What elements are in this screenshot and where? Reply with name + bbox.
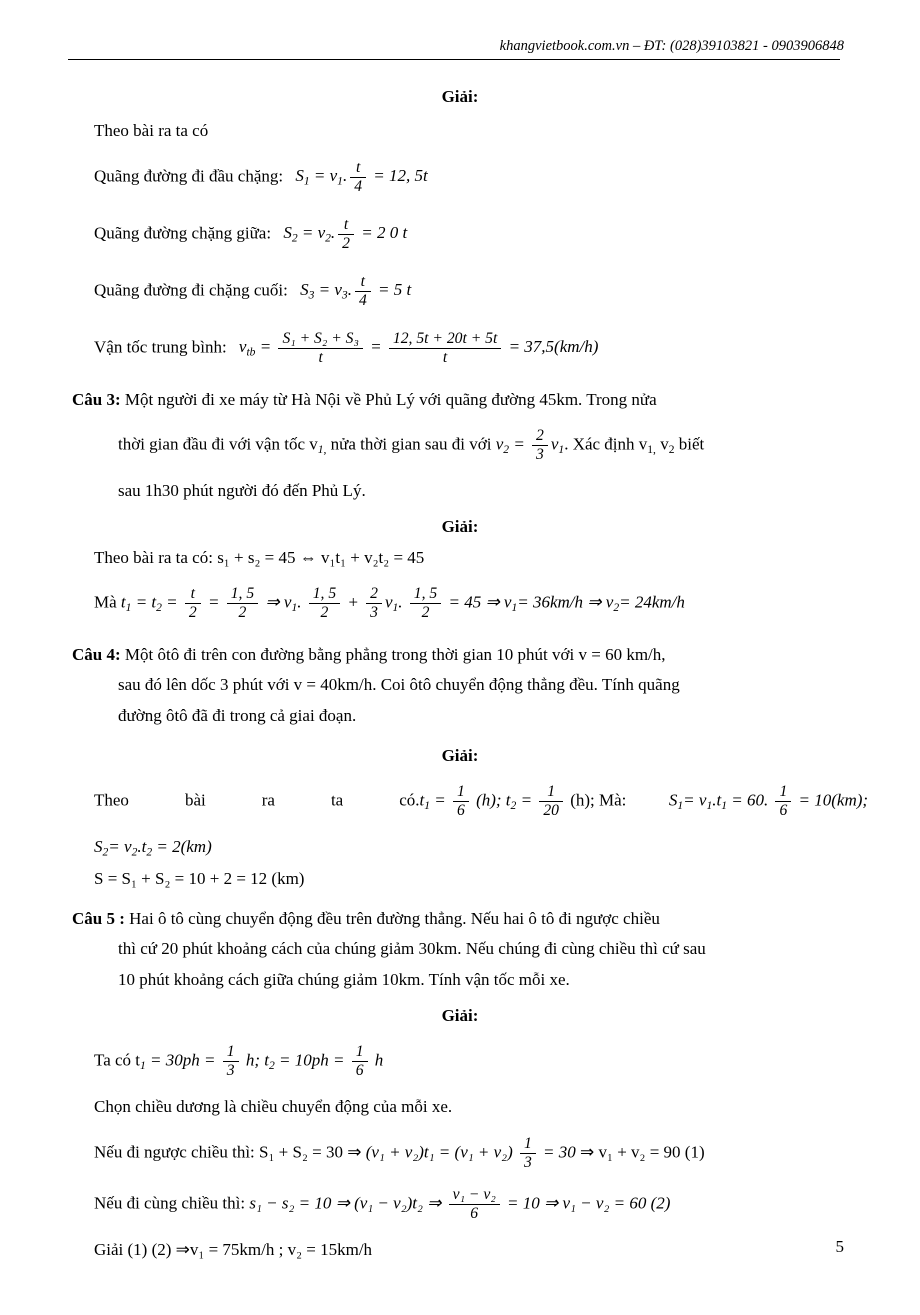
cau3-sol2-v1-sub: 1 [291, 600, 298, 614]
cau4-num2: 1 [539, 783, 563, 802]
cau5-sol4 [72, 1186, 848, 1223]
vtb-num-2: 12, 5t + 20t + 5t [389, 330, 501, 349]
cau3-sol2-frac2 [227, 585, 258, 622]
cau3-sol2-frac1 [185, 585, 201, 622]
cau5-sol4-a: Nếu đi cùng chiều thì: [94, 1192, 246, 1212]
cau3-sol2-t1-sub: 1 [125, 600, 132, 614]
s3-frac-den: 4 [358, 291, 367, 309]
cau5-num2: 1 [352, 1043, 368, 1062]
cau3-sol2-num2: 1, 5 [227, 585, 258, 604]
s2-fraction [338, 216, 354, 253]
cau3-solution-heading: Giải: [441, 517, 479, 537]
cau3-line2-b: nửa thời gian sau đi với [330, 434, 492, 454]
s1-symbol: S [295, 166, 304, 186]
cau3-sol2-num4: 2 [366, 585, 382, 604]
cau3-sol2-frac3 [309, 585, 340, 622]
cau4-word-co: có. [399, 790, 420, 810]
cau3-frac-den: 3 [536, 445, 544, 463]
cau5-sol1-e: h [374, 1050, 384, 1070]
cau4-frac3 [775, 783, 791, 820]
header-text: khangvietbook.com.vn – ĐT: (028)39103821 - 0903906848 [499, 38, 844, 54]
vtb-num-1: S₁ + S₂ + S₃ [278, 330, 362, 349]
cau4-den3: 6 [779, 802, 788, 820]
cau4-num1: 1 [453, 783, 469, 802]
cau5-t1-sub: 1 [140, 1059, 146, 1073]
solution-heading: Giải: [441, 87, 479, 106]
cau4-frac1 [453, 783, 469, 820]
cau3-sol2-eq1: = t [135, 592, 157, 612]
cau4-den1: 6 [457, 802, 465, 820]
s2-frac-num: t [338, 216, 354, 235]
s2-label: Quãng đường chặng giữa: [94, 223, 272, 243]
vtb-den-1: t [318, 348, 323, 366]
cau5-sol5: Giải (1) (2) ⇒v₁ = 75km/h ; v₂ = 15km/h [94, 1239, 373, 1259]
cau4-frac2 [539, 783, 563, 820]
cau3-sol2-num3: 1, 5 [309, 585, 340, 604]
cau4-line1: Một ôtô đi trên con đường bằng phẳng trong thời gian 10 phút với v = 60 km/h, [124, 644, 666, 664]
cau3-line2-c: . Xác định v [564, 434, 648, 454]
cau4-S1-sub: 1 [677, 799, 684, 813]
cau4-word-ta: ta [330, 790, 344, 810]
cau3-sol2-dot: . [297, 592, 302, 612]
cau5-sol3-d: = 30 [543, 1142, 576, 1162]
cau5-line3: 10 phút khoảng cách giữa chúng giảm 10km. Tính vận tốc mỗi xe. [118, 969, 570, 989]
cau3-sol1: Theo bài ra ta có: s₁ + s₂ = 45 ⇔ v₁t₁ + v₂t₂ = 45 [94, 547, 425, 567]
equation-s1 [72, 159, 848, 196]
cau3-sol2-num1: t [185, 585, 201, 604]
s1-frac-num: t [350, 159, 366, 178]
cau4-t1: t [419, 790, 425, 810]
page-number: 5 [835, 1237, 844, 1256]
cau4-eq1: = [434, 790, 446, 810]
vtb-result: = 37,5(km/h) [508, 336, 599, 356]
s1-v-sub: 1 [337, 174, 343, 188]
cau5-sol4-b: s₁ − s₂ = 10 ⇒ (v₁ − v₂)t₂ ⇒ [249, 1192, 442, 1212]
s3-sub: 3 [308, 288, 315, 302]
cau5-num1: 1 [223, 1043, 239, 1062]
equation-vtb [72, 330, 848, 367]
cau4-S2-val: = 2(km) [156, 837, 212, 857]
cau3-v1-sub: 1, [317, 442, 327, 456]
cau4-S1-v-sub: 1 [706, 799, 713, 813]
cau3-v2: v [495, 434, 504, 454]
cau3-line2-a: thời gian đầu đi với vận tốc v [118, 434, 318, 454]
cau3-line2-d: biết [674, 434, 705, 454]
cau3-sol2-dot2: . [398, 592, 403, 612]
cau3-sol2-frac4 [366, 585, 382, 622]
cau4-S2-v-sub: 2 [131, 845, 138, 859]
cau4-S1-t: .t [712, 790, 722, 810]
cau4-num3: 1 [775, 783, 791, 802]
s2-result: = 2 0 t [361, 223, 408, 243]
cau3-sol2-den2: 2 [238, 603, 247, 621]
page-header [72, 0, 848, 60]
cau5-num3: 1 [520, 1135, 536, 1154]
cau3-sol2-den1: 2 [188, 603, 197, 621]
cau3-fraction [532, 427, 548, 464]
equation-s2: Quãng đường chặng giữa: $S_2 = v_2$. $\frac{t}{2}$ = 2 0 t [94, 215, 408, 252]
s1-result: = 12, 5t [373, 166, 428, 186]
cau3-c-sub1: 1, [647, 442, 656, 456]
cau5-line1: Hai ô tô cùng chuyển động đều trên đường thẳng. Nếu hai ô tô đi ngược chiều [129, 908, 660, 928]
s1-dot: . [342, 166, 348, 186]
s3-label: Quãng đường đi chặng cuối: [94, 280, 288, 300]
vtb-fraction-1 [278, 330, 362, 367]
cau5-den2: 6 [355, 1062, 364, 1080]
vtb-symbol: v [238, 336, 247, 356]
cau3-sol2-v1b-sub: 1 [392, 600, 399, 614]
cau5-line2: thì cứ 20 phút khoảng cách của chúng giảm 30km. Nếu chúng đi cùng chiều thì cứ sau [118, 939, 706, 959]
cau3-block [72, 387, 848, 413]
cau4-S1-val: = 60. [731, 790, 769, 810]
vtb-sub: tb [246, 345, 256, 359]
cau3-c-v2: v [655, 434, 669, 454]
cau5-sol1-b: = 30ph = [150, 1050, 216, 1070]
cau3-sol2-eq3: = [207, 592, 220, 612]
vtb-eq2: = [370, 336, 382, 356]
cau5-den4: 6 [470, 1204, 479, 1222]
s1-label: Quãng đường đi đầu chặng: [94, 166, 284, 186]
cau3-sol2-ma: Mà [94, 592, 117, 612]
cau5-frac3 [520, 1135, 536, 1172]
s3-result: = 5 t [378, 280, 412, 300]
cau5-block [72, 906, 848, 932]
vtb-den-2: t [442, 348, 448, 366]
s3-frac-num: t [355, 273, 371, 292]
cau3-sol2-res2-sub: 2 [613, 600, 620, 614]
cau3-frac-num: 2 [532, 427, 548, 446]
s1-fraction [350, 159, 366, 196]
cau3-sol2-res2: = 36km/h ⇒ v [517, 592, 614, 612]
cau4-word-ra: ra [261, 790, 275, 810]
s3-v-sub: 3 [341, 288, 348, 302]
document-content [72, 60, 869, 1263]
cau3-label: Câu 3: [72, 389, 121, 409]
cau5-frac4 [449, 1186, 500, 1223]
s2-frac-den: 2 [342, 234, 350, 252]
s2-v-sub: 2 [325, 231, 331, 245]
cau3-sol2-res1-sub: 1 [511, 600, 518, 614]
cau3-line2-eq: = [513, 434, 525, 454]
cau3-c-sub2: 2 [668, 442, 675, 456]
cau5-sol1-c: h; t [245, 1050, 269, 1070]
cau4-h1: (h); t [476, 790, 511, 810]
cau5-num4: v₁ − v₂ [449, 1186, 500, 1205]
cau4-km1: = 10(km); [798, 790, 869, 810]
cau4-S2-t-sub: 2 [146, 845, 153, 859]
cau4-t1-sub: 1 [424, 799, 431, 813]
s2-eq: = v [301, 223, 326, 243]
cau3-sol2-frac5 [410, 585, 441, 622]
cau5-solution-heading: Giải: [441, 1005, 479, 1025]
cau4-label: Câu 4: [72, 644, 121, 664]
s1-eq: = v [313, 166, 338, 186]
cau3-line2 [72, 427, 848, 464]
cau3-sol2 [72, 585, 848, 622]
theo-bai-ra-text: Theo bài ra ta có [94, 121, 209, 141]
s3-eq: = v [318, 280, 342, 300]
cau3-sol2-res1: = 45 ⇒ v [448, 592, 512, 612]
s3-symbol: S [300, 280, 309, 300]
cau3-sol2-den3: 2 [320, 603, 329, 621]
cau3-sol2-imp1: ⇒ v [265, 592, 292, 612]
cau5-sol1-d: = 10ph = [278, 1050, 345, 1070]
vtb-label: Vận tốc trung bình: [94, 336, 227, 356]
cau4-S2-t: .t [137, 837, 147, 857]
cau3-sol2-den5: 2 [421, 603, 430, 621]
cau4-S2-eq: = v [108, 837, 132, 857]
cau4-sol-line1 [72, 783, 869, 820]
s1-sub: 1 [303, 174, 310, 188]
cau3-sol2-plus: + [347, 592, 359, 612]
cau3-sol2-eq2: = [166, 592, 178, 612]
vtb-eq1: = [259, 336, 272, 356]
cau4-line2: sau đó lên dốc 3 phút với v = 40km/h. Coi ôtô chuyển động thẳng đều. Tính quãng [118, 675, 680, 695]
cau4-word-theo: Theo [94, 790, 129, 810]
s1-frac-den: 4 [354, 177, 363, 195]
cau5-frac2 [352, 1043, 368, 1080]
cau5-sol1-a: Ta có t [94, 1050, 141, 1070]
cau4-word-bai: bài [184, 790, 206, 810]
cau5-sol2: Chọn chiều dương là chiều chuyển động của mỗi xe. [94, 1097, 453, 1117]
cau4-den2: 20 [543, 802, 559, 820]
cau4-S1-t-sub: 1 [721, 799, 727, 813]
cau4-t2-sub: 2 [510, 799, 517, 813]
cau5-den1: 3 [226, 1062, 235, 1080]
cau3-sol2-v1b: v [384, 592, 393, 612]
equation-s3: Quãng đường đi chặng cuối: $S_3 = v_3$. $\frac{t}{4}$ = 5 t [94, 272, 412, 309]
cau4-S2-sub: 2 [102, 845, 109, 859]
cau4-S1: S [668, 790, 678, 810]
cau4-S1-eq: = v [683, 790, 707, 810]
cau3-line1: Một người đi xe máy từ Hà Nội về Phủ Lý với quãng đường 45km. Trong nửa [124, 389, 657, 409]
s2-symbol: S [283, 223, 292, 243]
cau5-sol3 [72, 1135, 848, 1172]
cau3-v1b-sub: 1 [558, 442, 565, 456]
cau5-t2-sub: 2 [268, 1059, 275, 1073]
cau4-line3: đường ôtô đã đi trong cả giai đoạn. [118, 705, 357, 725]
cau4-eq2: = [520, 790, 533, 810]
cau3-sol2-res3: = 24km/h [619, 592, 685, 612]
cau3-sol2-t2-sub: 2 [156, 600, 162, 614]
cau5-sol3-c: (v₁ + v₂)t₁ = (v₁ + v₂) [365, 1142, 513, 1162]
s2-sub: 2 [291, 231, 298, 245]
cau4-sol-total: S = S₁ + S₂ = 10 + 2 = 12 (km) [94, 868, 305, 888]
cau3-v2-sub: 2 [503, 442, 510, 456]
cau3-line3: sau 1h30 phút người đó đến Phủ Lý. [118, 480, 366, 500]
vtb-fraction-2 [389, 330, 501, 367]
cau4-block [72, 642, 848, 668]
s3-fraction [355, 273, 371, 310]
cau5-sol3-b: ⇒ [347, 1142, 362, 1162]
cau4-h2: (h); Mà: [570, 790, 627, 810]
cau4-sol-line2 [72, 834, 848, 861]
cau5-label: Câu 5 : [72, 908, 125, 928]
cau5-sol1 [72, 1043, 848, 1080]
cau5-sol4-c: = 10 ⇒ v₁ − v₂ = 60 (2) [507, 1192, 671, 1212]
cau3-sol2-den4: 3 [370, 603, 378, 621]
cau3-sol2-num5: 1, 5 [410, 585, 441, 604]
cau5-sol3-e: ⇒ v₁ + v₂ = 90 (1) [580, 1142, 705, 1162]
cau5-sol3-a: Nếu đi ngược chiều thì: S₁ + S₂ = 30 [94, 1142, 343, 1162]
cau4-S2: S [94, 837, 103, 857]
cau3-sol2-t1: t [120, 592, 126, 612]
cau4-solution-heading: Giải: [441, 745, 479, 765]
cau5-frac1 [223, 1043, 239, 1080]
cau3-v1b: v [550, 434, 559, 454]
cau5-den3: 3 [523, 1153, 532, 1171]
